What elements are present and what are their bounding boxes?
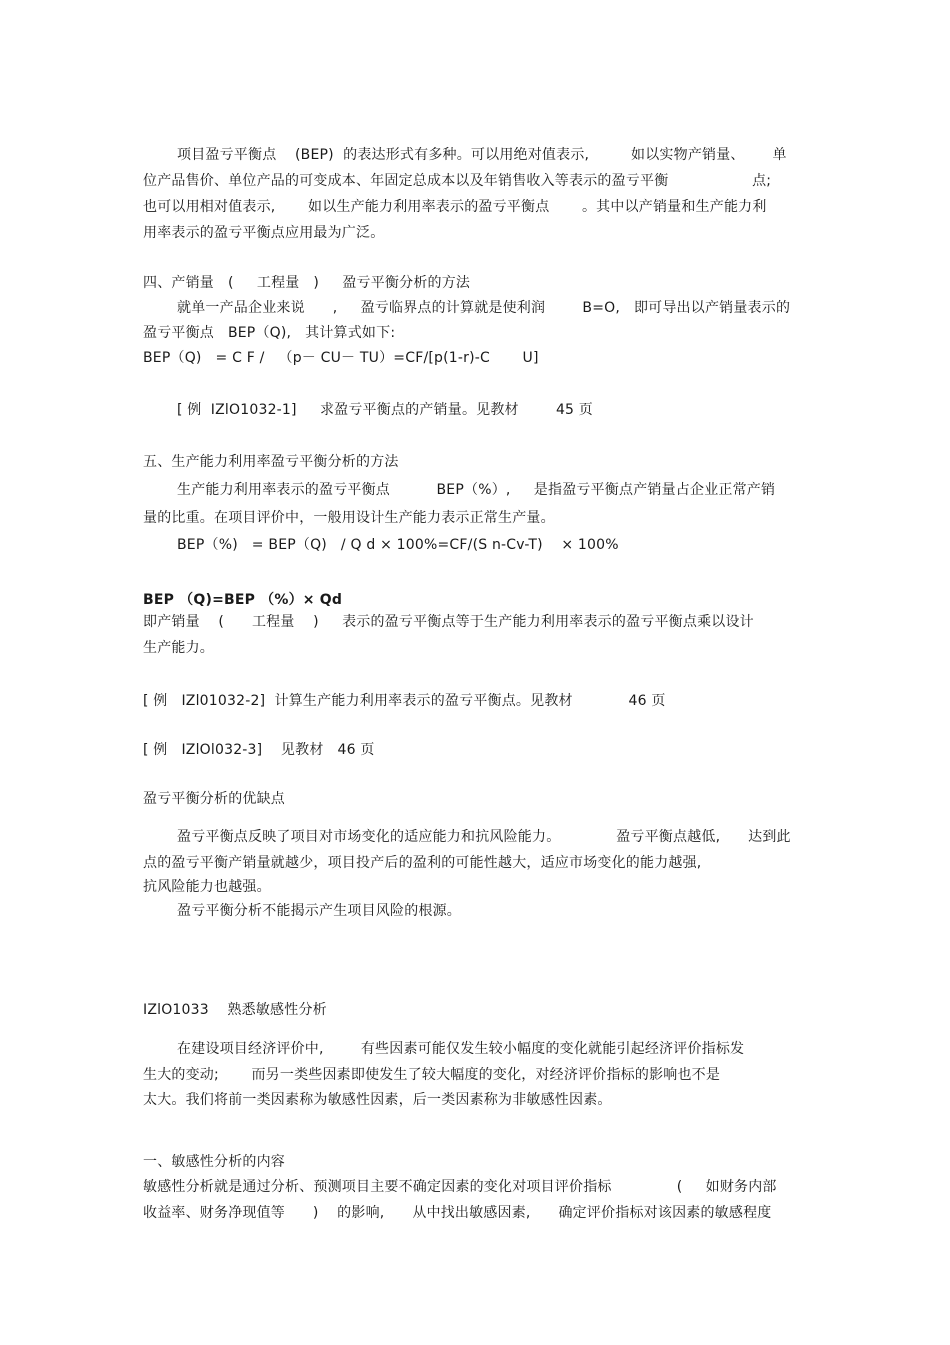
paragraph-line: 生大的变动; 而另一类些因素即使发生了较大幅度的变化，对经济评价指标的影响也不是 — [143, 1067, 721, 1083]
paragraph-line: 盈亏平衡点反映了项目对市场变化的适应能力和抗风险能力。 盈亏平衡点越低, 达到此 — [177, 829, 791, 845]
example-line: [ 例 IZlOl032-3] 见教材 46 页 — [143, 742, 375, 758]
paragraph-line: 就单一产品企业来说 , 盈亏临界点的计算就是使利润 B=O, 即可导出以产销量表示的 — [177, 300, 791, 316]
paragraph-line: 即产销量 ( 工程量 ) 表示的盈亏平衡点等于生产能力利用率表示的盈亏平衡点乘以设计 — [143, 614, 754, 630]
paragraph-line: 点的盈亏平衡产销量就越少，项目投产后的盈利的可能性越大，适应市场变化的能力越强, — [143, 855, 702, 871]
paragraph-line: 用率表示的盈亏平衡点应用最为广泛。 — [143, 225, 385, 241]
section-heading: 盈亏平衡分析的优缺点 — [143, 791, 285, 807]
paragraph-line: 太大。我们将前一类因素称为敏感性因素，后一类因素称为非敏感性因素。 — [143, 1092, 612, 1108]
formula-line-bold: BEP （Q)=BEP （%）× Qd — [143, 592, 343, 608]
example-line: [ 例 IZl01032-2] 计算生产能力利用率表示的盈亏平衡点。见教材 46 页 — [143, 693, 666, 709]
formula-line: BEP（%) = BEP（Q) / Q d × 100%=CF/(S n-Cv-T) × 100% — [177, 537, 619, 553]
section-heading: IZlO1033 熟悉敏感性分析 — [143, 1002, 327, 1018]
formula-line: BEP（Q) = C F / （p－ CU－ TU）=CF/[p(1-r)-C U] — [143, 350, 539, 366]
paragraph-line: 抗风险能力也越强。 — [143, 879, 271, 895]
example-line: [ 例 IZlO1032-1] 求盈亏平衡点的产销量。见教材 45 页 — [177, 402, 594, 418]
paragraph-line: 也可以用相对值表示, 如以生产能力利用率表示的盈亏平衡点 。其中以产销量和生产能力利 — [143, 199, 767, 215]
paragraph-line: 盈亏平衡分析不能揭示产生项目风险的根源。 — [177, 903, 461, 919]
section-heading: 一、敏感性分析的内容 — [143, 1154, 285, 1170]
section-heading: 四、产销量 ( 工程量 ) 盈亏平衡分析的方法 — [143, 275, 471, 291]
paragraph-line: 项目盈亏平衡点 (BEP) 的表达形式有多种。可以用绝对值表示, 如以实物产销量、 单 — [177, 147, 787, 163]
paragraph-line: 盈亏平衡点 BEP（Q), 其计算式如下: — [143, 325, 396, 341]
paragraph-line: 位产品售价、单位产品的可变成本、年固定总成本以及年销售收入等表示的盈亏平衡 点; — [143, 173, 772, 189]
paragraph-line: 敏感性分析就是通过分析、预测项目主要不确定因素的变化对项目评价指标 ( 如财务内部 — [143, 1179, 777, 1195]
section-heading: 五、生产能力利用率盈亏平衡分析的方法 — [143, 454, 399, 470]
paragraph-line: 收益率、财务净现值等 ) 的影响, 从中找出敏感因素, 确定评价指标对该因素的敏感程度 — [143, 1205, 772, 1221]
paragraph-line: 量的比重。在项目评价中，一般用设计生产能力表示正常生产量。 — [143, 510, 555, 526]
paragraph-line: 在建设项目经济评价中, 有些因素可能仅发生较小幅度的变化就能引起经济评价指标发 — [177, 1041, 745, 1057]
paragraph-line: 生产能力利用率表示的盈亏平衡点 BEP（%）, 是指盈亏平衡点产销量占企业正常产销 — [177, 482, 776, 498]
paragraph-line: 生产能力。 — [143, 640, 214, 656]
